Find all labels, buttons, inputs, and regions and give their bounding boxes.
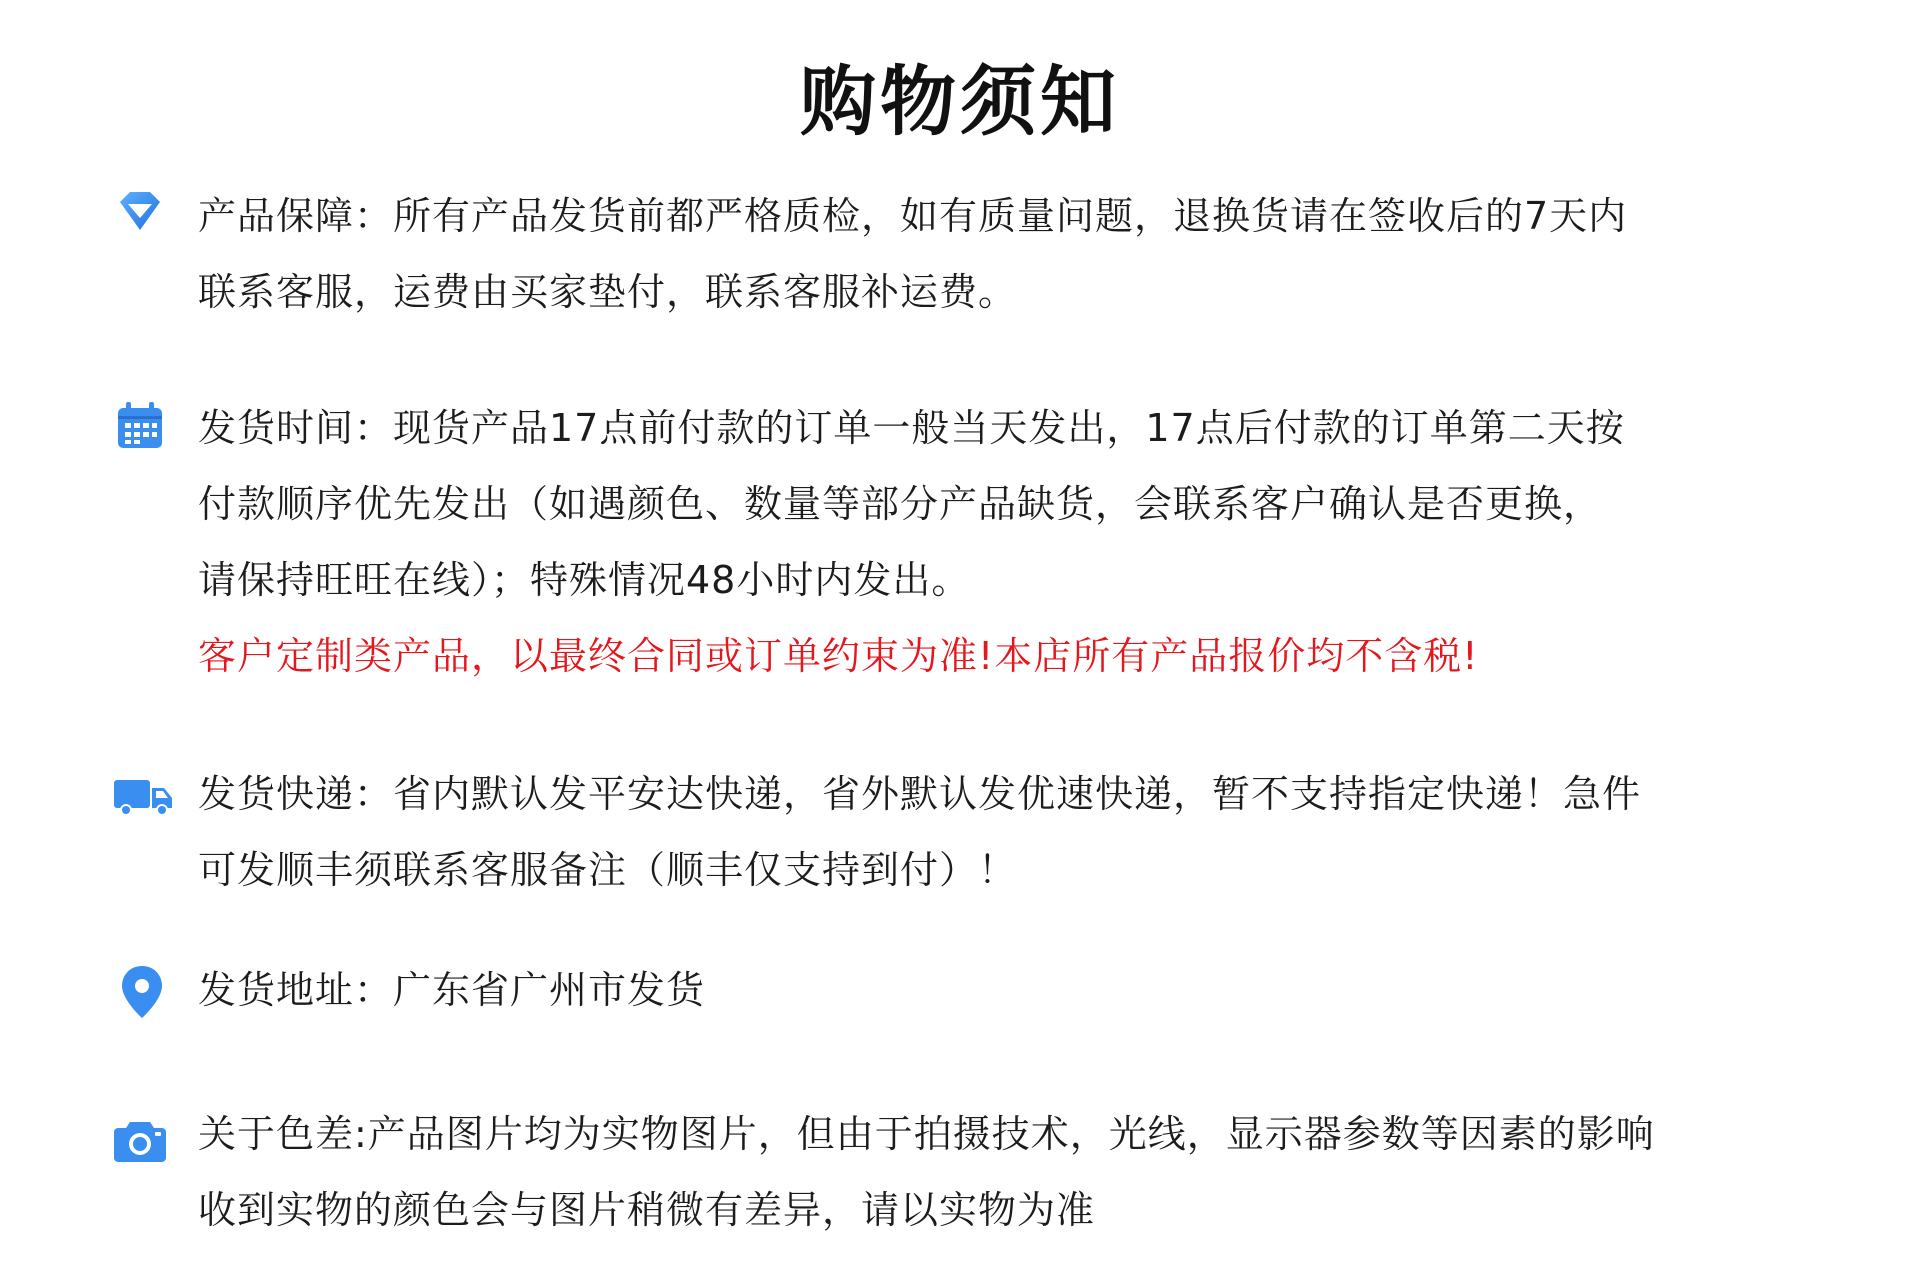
courier-line-1: 发货快递：省内默认发平安达快递，省外默认发优速快递，暂不支持指定快递！急件 <box>198 772 1642 816</box>
guarantee-line-2: 联系客服，运费由买家垫付，联系客服补运费。 <box>198 270 1018 314</box>
address-line: 发货地址：广东省广州市发货 <box>198 968 706 1012</box>
guarantee-line-1: 产品保障：所有产品发货前都严格质检，如有质量问题，退换货请在签收后的7天内 <box>198 194 1628 238</box>
camera-icon <box>110 1110 170 1170</box>
location-pin-icon <box>112 962 172 1022</box>
calendar-icon <box>110 396 170 456</box>
delivery-time-line-1: 发货时间：现货产品17点前付款的订单一般当天发出，17点后付款的订单第二天按 <box>198 406 1625 450</box>
diamond-icon <box>110 184 170 244</box>
custom-product-warning: 客户定制类产品，以最终合同或订单约束为准!本店所有产品报价均不含税! <box>198 634 1479 678</box>
truck-icon <box>110 766 176 826</box>
delivery-time-line-2: 付款顺序优先发出（如遇颜色、数量等部分产品缺货，会联系客户确认是否更换， <box>198 482 1603 526</box>
page-title: 购物须知 <box>800 57 1120 146</box>
courier-line-2: 可发顺丰须联系客服备注（顺丰仅支持到付）！ <box>198 848 1018 892</box>
color-diff-line-2: 收到实物的颜色会与图片稍微有差异，请以实物为准 <box>198 1188 1096 1232</box>
color-diff-line-1: 关于色差:产品图片均为实物图片，但由于拍摄技术，光线，显示器参数等因素的影响 <box>198 1112 1655 1156</box>
delivery-time-line-3: 请保持旺旺在线）；特殊情况48小时内发出。 <box>198 558 971 602</box>
